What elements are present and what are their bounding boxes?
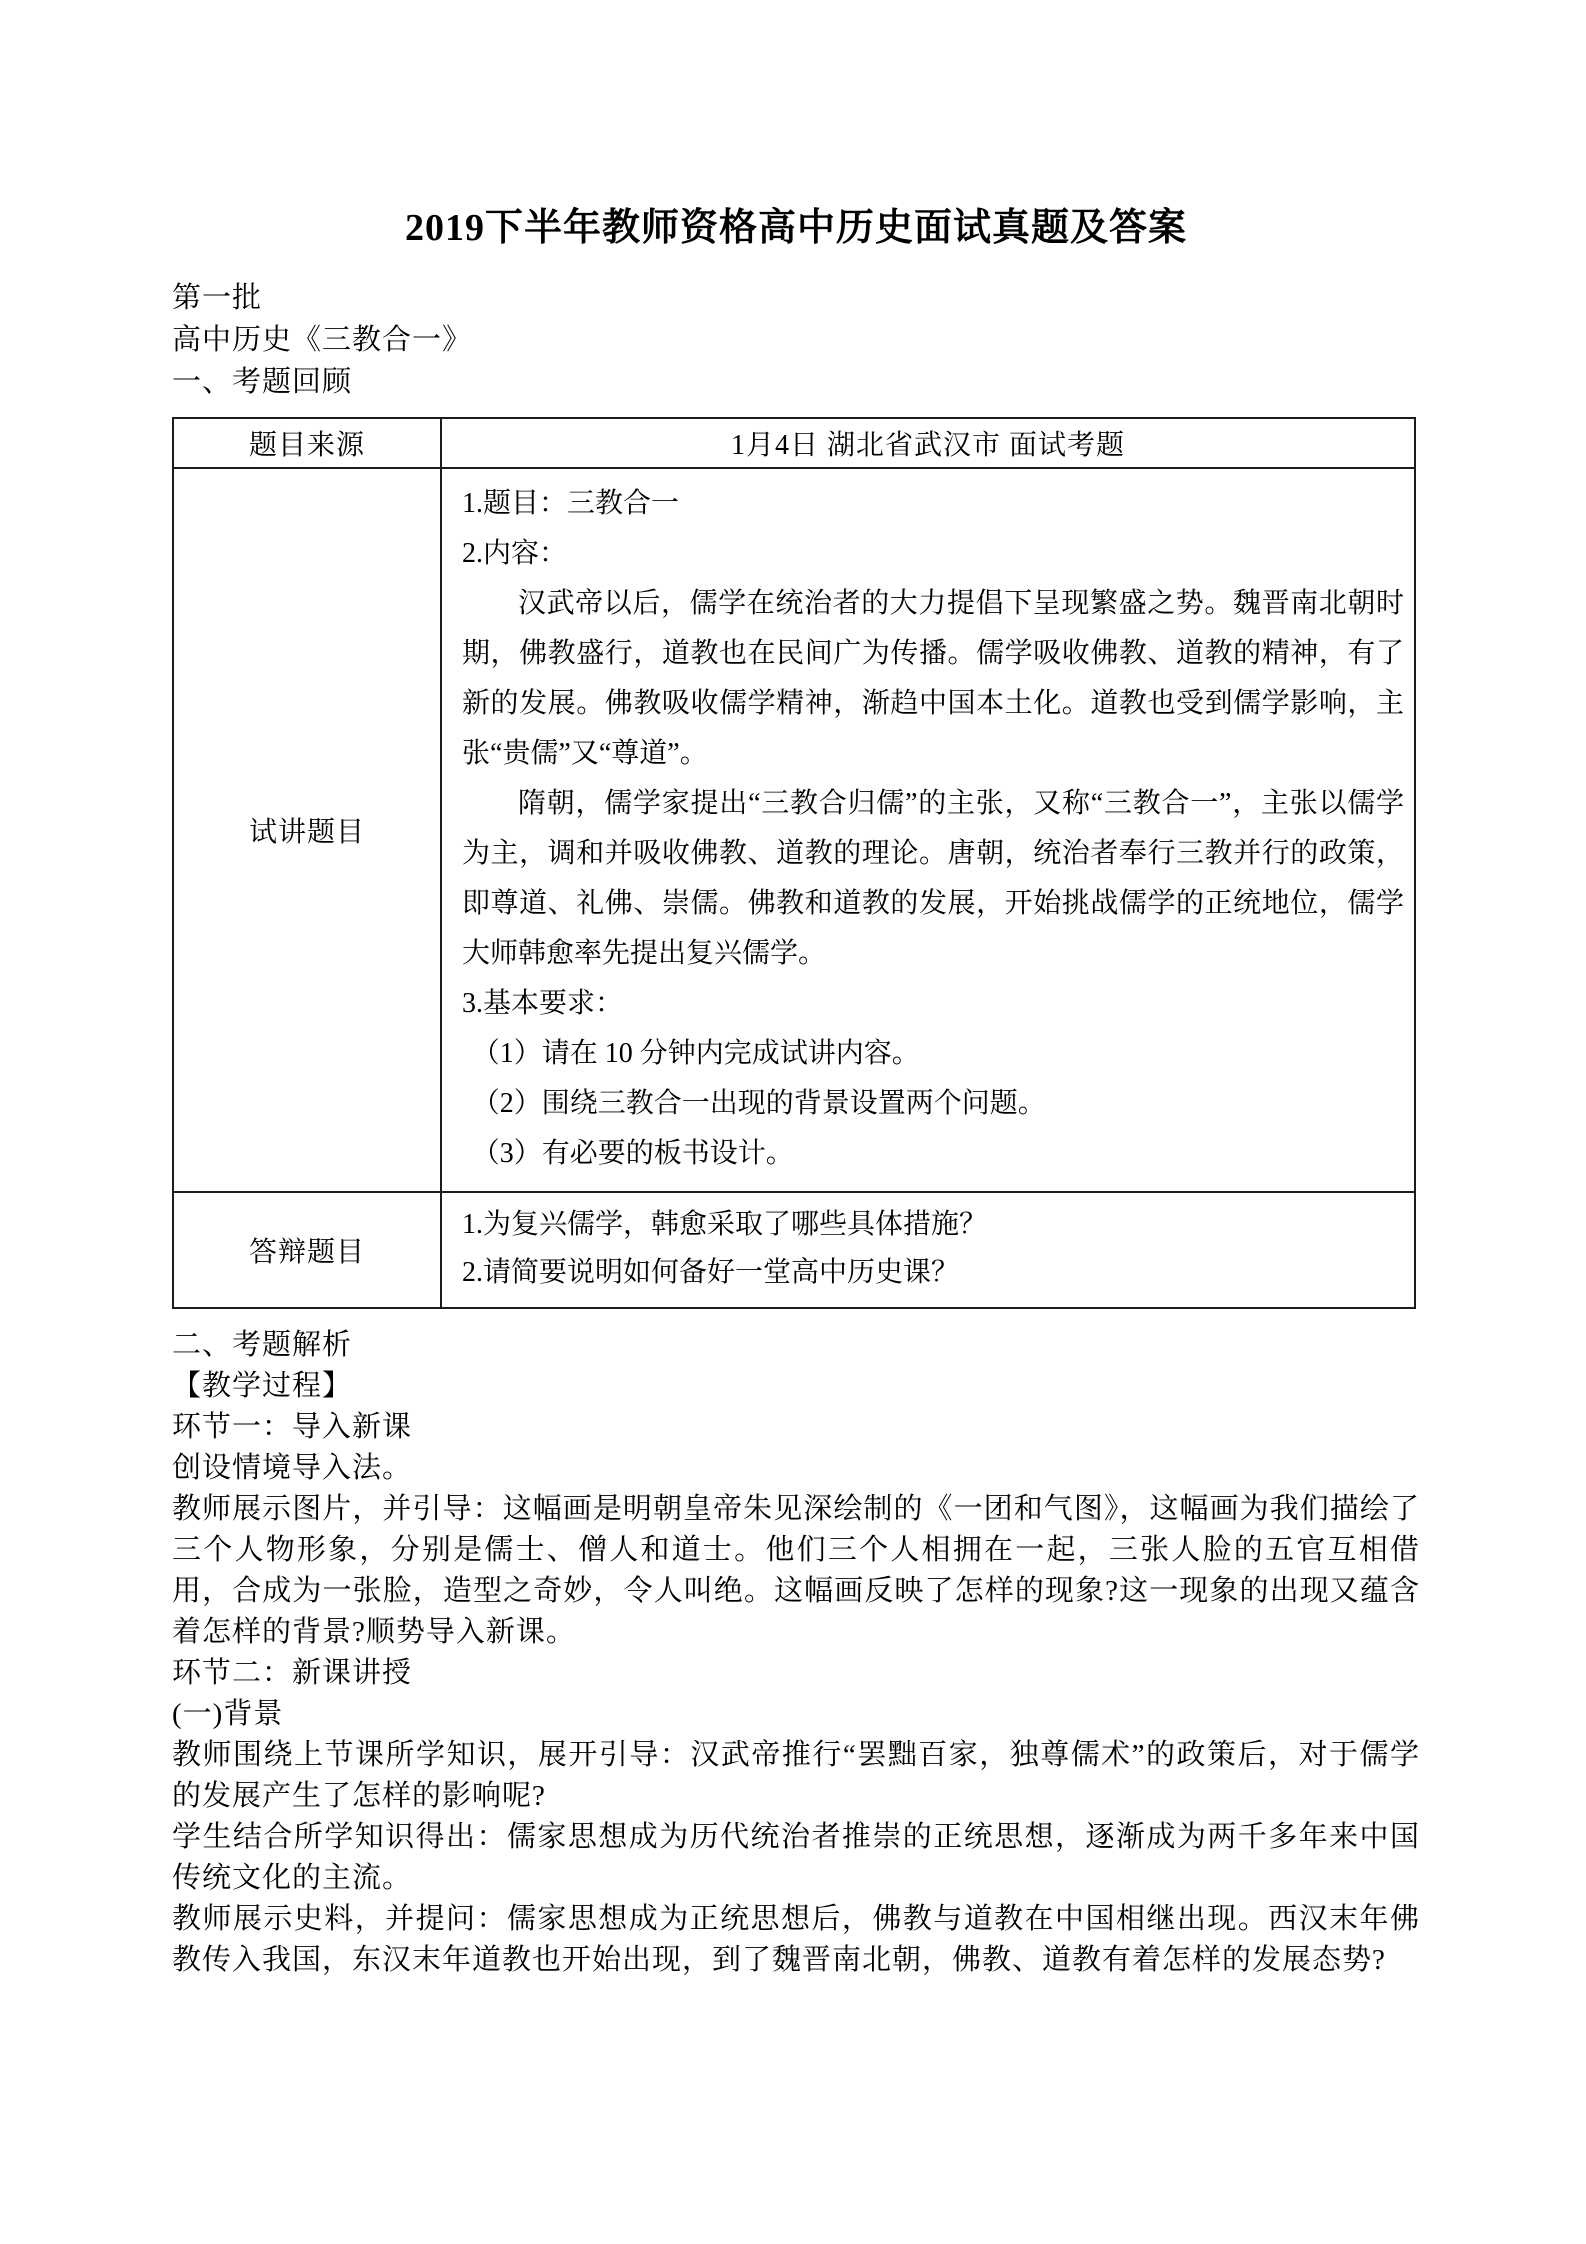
lecture-content-cell: [441, 468, 1415, 1192]
lecture-content-paragraph-1: 汉武帝以后，儒学在统治者的大力提倡下呈现繁盛之势。魏晋南北朝时期，佛教盛行，道教也在民间广为传播。儒学吸收佛教、道教的精神，有了新的发展。佛教吸收儒学精神，渐趋中国本土化。道教也受到儒学影响，主张“贵儒”又“尊道”。: [462, 588, 1404, 769]
page-title: 2019下半年教师资格高中历史面试真题及答案: [404, 207, 1187, 249]
lecture-requirement-1: （1）请在 10 分钟内完成试讲内容。: [471, 1038, 920, 1069]
lecture-requirement-2: （2）围绕三教合一出现的背景设置两个问题。: [471, 1088, 1046, 1119]
section-analysis-heading: 二、考题解析: [172, 1329, 353, 1361]
table-row-lecture: [173, 468, 1415, 1192]
exam-review-table: [172, 417, 1416, 1309]
batch-line: 第一批: [172, 282, 263, 314]
lecture-item-title: 1.题目：三教合一: [462, 488, 680, 519]
lecture-item-requirements: 3.基本要求：: [462, 988, 624, 1019]
defense-question-2: 2.请简要说明如何备好一堂高中历史课？: [462, 1257, 960, 1288]
student-answer-paragraph: 学生结合所学知识得出：儒家思想成为历代统治者推崇的正统思想，逐渐成为两千多年来中国传统文化的主流。: [172, 1821, 1420, 1894]
teacher-guide-paragraph: 教师围绕上节课所学知识，展开引导：汉武帝推行“罢黜百家，独尊儒术”的政策后，对于儒学的发展产生了怎样的影响呢?: [172, 1739, 1420, 1812]
teacher-material-paragraph: 教师展示史料，并提问：儒家思想成为正统思想后，佛教与道教在中国相继出现。西汉末年佛教传入我国，东汉末年道教也开始出现，到了魏晋南北朝，佛教、道教有着怎样的发展态势?: [172, 1903, 1420, 1976]
lecture-label-cell: 试讲题目: [173, 468, 441, 1192]
defense-label-cell: 答辩题目: [173, 1192, 441, 1308]
background-heading: (一)背景: [172, 1698, 284, 1730]
table-row-source: [173, 418, 1415, 468]
step2-heading: 环节二：新课讲授: [172, 1657, 413, 1689]
defense-content-cell: [441, 1192, 1415, 1308]
analysis-section: [172, 1325, 1420, 1981]
lecture-item-content: 2.内容：: [462, 538, 568, 569]
lecture-content-paragraph-2: 隋朝，儒学家提出“三教合归儒”的主张，又称“三教合一”，主张以儒学为主，调和并吸收佛教、道教的理论。唐朝，统治者奉行三教并行的政策，即尊道、礼佛、崇儒。佛教和道教的发展，开始挑战儒学的正统地位，儒学大师韩愈率先提出复兴儒学。: [462, 788, 1404, 969]
source-label-cell: 题目来源: [173, 418, 441, 468]
method-line: 创设情境导入法。: [172, 1452, 413, 1484]
teaching-process-heading: 【教学过程】: [172, 1370, 353, 1402]
section-review-heading: 一、考题回顾: [172, 366, 353, 398]
step1-heading: 环节一：导入新课: [172, 1411, 413, 1443]
defense-question-1: 1.为复兴儒学，韩愈采取了哪些具体措施？: [462, 1209, 988, 1240]
lecture-requirement-3: （3）有必要的板书设计。: [471, 1138, 794, 1169]
source-value-cell: 1月4日 湖北省武汉市 面试考题: [441, 418, 1415, 468]
subject-line: 高中历史《三教合一》: [172, 324, 473, 356]
table-row-defense: [173, 1192, 1415, 1308]
lead-in-paragraph: 教师展示图片，并引导：这幅画是明朝皇帝朱见深绘制的《一团和气图》，这幅画为我们描绘了三个人物形象，分别是儒士、僧人和道士。他们三个人相拥在一起，三张人脸的五官互相借用，合成为一张脸，造型之奇妙，令人叫绝。这幅画反映了怎样的现象?这一现象的出现又蕴含着怎样的背景?顺势导入新课。: [172, 1493, 1420, 1648]
